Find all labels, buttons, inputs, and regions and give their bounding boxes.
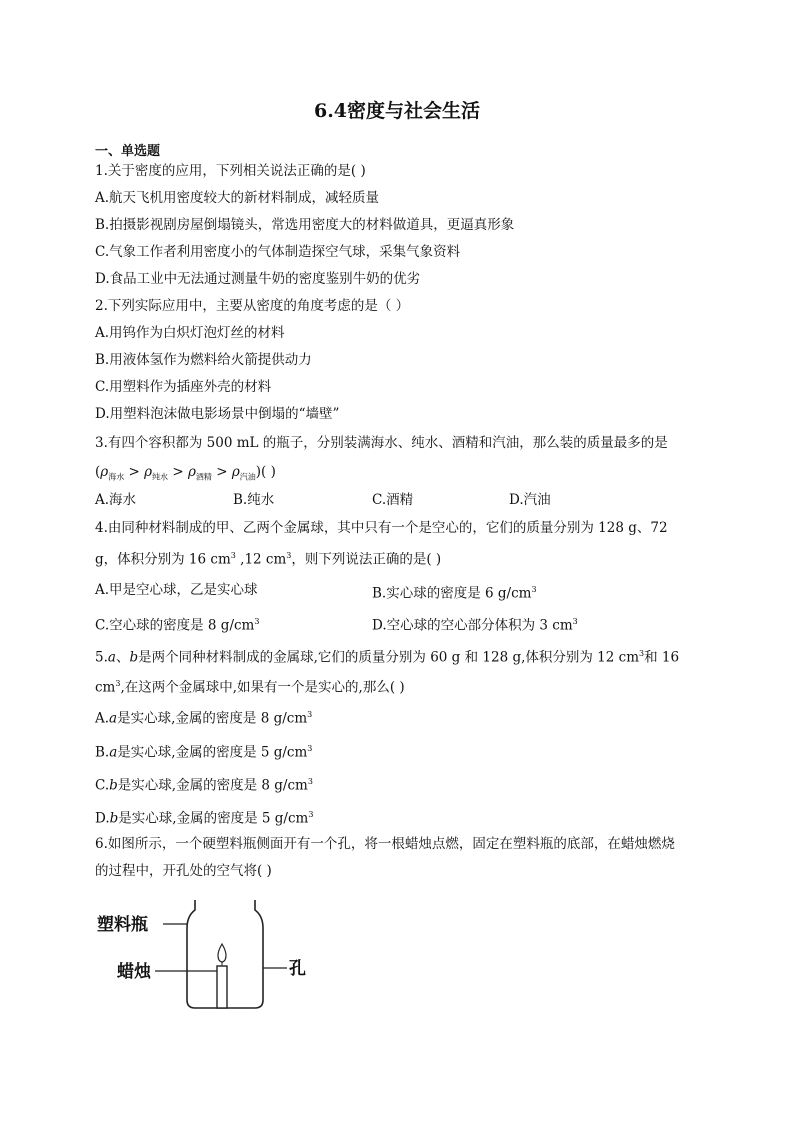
q4-stem-line2: g，体积分别为 16 $cm^3$ ,12 $cm^3$，则下列说法正确的是( ) — [95, 551, 442, 568]
q2-option-b: B.用液体氢作为燃料给火箭提供动力 — [95, 352, 312, 368]
q5-stem-line1: 5.a、b是两个同种材料制成的金属球,它们的质量分别为 60 g 和 128 g,体积分别为 12 $cm^3$和 16 — [95, 649, 680, 666]
q3-option-a: A.海水 — [95, 492, 137, 508]
q5-option-a: A.a是实心球,金属的密度是 8 $g/cm^3$ — [95, 710, 313, 727]
q4-option-d: D.空心球的空心部分体积为 3 $cm^3$ — [372, 617, 578, 634]
q4-stem-line1: 4.由同种材料制成的甲、乙两个金属球，其中只有一个是空心的，它们的质量分别为 128 g、72 — [95, 520, 668, 536]
section-heading: 一、单选题 — [95, 144, 161, 159]
q6-stem-line2: 的过程中，开孔处的空气将( ) — [95, 863, 272, 879]
q3-option-c: C.酒精 — [372, 492, 414, 508]
q3-option-b: B.纯水 — [233, 492, 275, 508]
q2-option-d: D.用塑料泡沫做电影场景中倒塌的“墙壁” — [95, 406, 340, 422]
q6-stem-line1: 6.如图所示，一个硬塑料瓶侧面开有一个孔，将一根蜡烛点燃，固定在塑料瓶的底部，在蜡烛燃烧 — [95, 836, 675, 852]
q2-stem: 2.下列实际应用中，主要从密度的角度考虑的是（ ） — [95, 298, 410, 314]
q4-option-a: A.甲是空心球，乙是实心球 — [95, 582, 258, 598]
q1-stem: 1.关于密度的应用，下列相关说法正确的是( ) — [95, 163, 366, 179]
bottle-candle-figure — [95, 896, 325, 1016]
q5-option-c: C.b是实心球,金属的密度是 8 $g/cm^3$ — [95, 777, 313, 794]
q3-option-d: D.汽油 — [509, 492, 551, 508]
q4-option-b: B.实心球的密度是 6 $g/cm^3$ — [372, 585, 537, 602]
q2-option-c: C.用塑料作为插座外壳的材料 — [95, 379, 272, 395]
hole-label: 孔 — [289, 959, 306, 979]
q4-option-c: C.空心球的密度是 8 $g/cm^3$ — [95, 617, 260, 634]
q1-option-c: C.气象工作者利用密度小的气体制造探空气球，采集气象资料 — [95, 244, 461, 260]
q1-option-a: A.航天飞机用密度较大的新材料制成，减轻质量 — [95, 190, 380, 206]
q2-option-a: A.用钨作为白炽灯泡灯丝的材料 — [95, 325, 285, 341]
q1-option-d: D.食品工业中无法通过测量牛奶的密度鉴别牛奶的优劣 — [95, 271, 421, 287]
candle-label: 蜡烛 — [117, 962, 151, 982]
q3-stem: 3.有四个容积都为 500 mL 的瓶子，分别装满海水、纯水、酒精和汽油，那么装的质量最多的是 — [95, 435, 668, 451]
page-title: 6.4密度与社会生活 — [313, 100, 481, 122]
flame-icon — [218, 944, 226, 962]
q5-option-d: D.b是实心球,金属的密度是 5 $g/cm^3$ — [95, 810, 314, 827]
q3-condition: $(\rho_{海水} > \rho_{纯水} > \rho_{酒精} > \rho_{汽油})$( ) — [95, 464, 276, 482]
bottle-label: 塑料瓶 — [97, 915, 148, 935]
q5-option-b: B.a是实心球,金属的密度是 5 $g/cm^3$ — [95, 744, 313, 761]
q1-option-b: B.拍摄影视剧房屋倒塌镜头，常选用密度大的材料做道具，更逼真形象 — [95, 217, 515, 233]
q5-stem-line2: $cm^3$,在这两个金属球中,如果有一个是实心的,那么( ) — [95, 679, 405, 696]
candle — [217, 966, 227, 1008]
